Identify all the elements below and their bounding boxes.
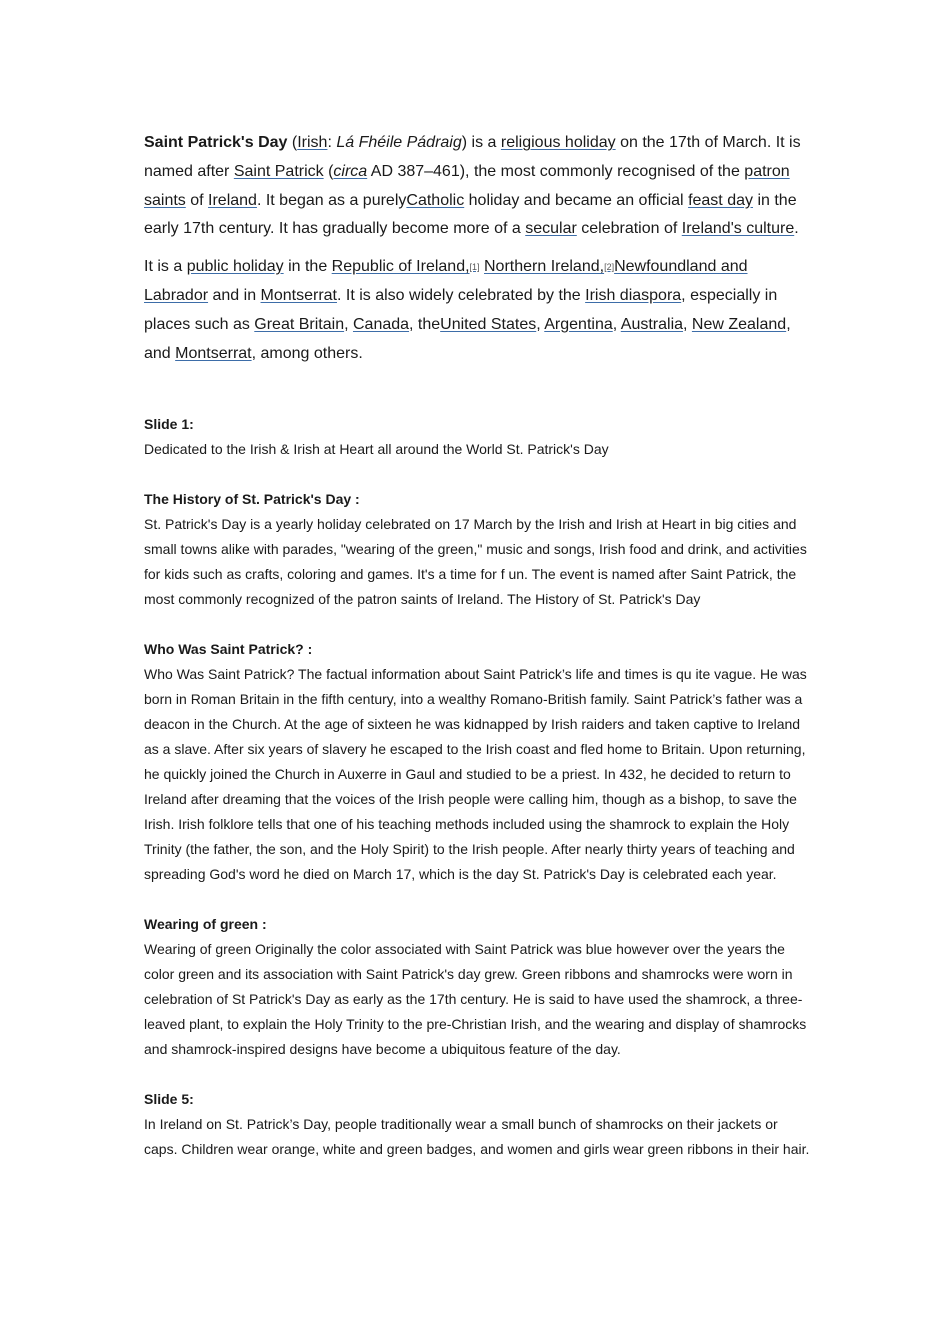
text: on the 17th of March. It is named after	[144, 134, 801, 180]
text: , especially in places such as	[144, 286, 778, 333]
link-republic-of-ireland[interactable]: Republic of Ireland,	[331, 258, 470, 276]
link-argentina[interactable]: Argentina	[544, 315, 613, 333]
text: , among others.	[251, 344, 363, 362]
text: (	[287, 134, 298, 151]
link-patron-saints[interactable]: patron saints	[144, 162, 790, 209]
link-northern-ireland[interactable]: Northern Ireland,	[484, 258, 605, 276]
text: ,	[536, 315, 545, 333]
link-irish-diaspora[interactable]: Irish diaspora	[585, 286, 682, 304]
section-heading: Who Was Saint Patrick? :	[144, 641, 313, 657]
section-wearing-of-green	[144, 912, 810, 1062]
link-newfoundland-and-labrador[interactable]: Newfoundland and Labrador	[144, 258, 748, 304]
text: ,	[612, 315, 621, 333]
text: holiday and became an official	[464, 191, 689, 209]
text: It is a	[144, 258, 187, 276]
text: and in	[208, 286, 261, 304]
text: , and	[144, 315, 791, 362]
link-saint-patrick[interactable]: Saint Patrick	[233, 162, 324, 180]
section-body: Who Was Saint Patrick? The factual information about Saint Patrick’s life and times is qu ite vague. He was born in Roman Britain in the fifth century, into a wealthy Romano-British family. Saint Patrick’s father was a deacon in the Church. At the age of sixteen he was kidnapped by Irish raiders and taken captive to Ireland as a slave. After six years of slavery he escaped to the Irish coast and fled home to Britain. Upon returning, he quickly joined the Church in Auxerre in Gaul and studied to be a priest. In 432, he decided to return to Ireland after dreaming that the voices of the Irish people were calling him, though as a bishop, to save the Irish. Irish folklore tells that one of his teaching methods included using the shamrock to explain the Holy Trinity (the father, the son, and the Holy Spirit) to the Irish people. After nearly thirty years of teaching and spreading God's word he died on March 17, which is the day St. Patrick's Day is celebrated each year.	[144, 666, 807, 882]
section-body: Wearing of green Originally the color associated with Saint Patrick was blue however over the years the color green and its association with Saint Patrick's day grew. Green ribbons and shamrocks were worn in celebration of St Patrick's Day as early as the 17th century. He is said to have used the shamrock, a three-leaved plant, to explain the Holy Trinity to the pre-Christian Irish, and the wearing and display of shamrocks and shamrock-inspired designs have become a ubiquitous feature of the day.	[144, 941, 807, 1057]
link-religious-holiday[interactable]: religious holiday	[500, 134, 616, 151]
text: of	[185, 191, 209, 209]
link-united-states[interactable]: United States	[440, 315, 537, 333]
section-body: St. Patrick's Day is a yearly holiday celebrated on 17 March by the Irish and Irish at Heart in big cities and small towns alike with parades, "wearing of the green," music and songs, Irish food and drink, and activities for kids such as crafts, coloring and games. It's a time for f un. The event is named after Saint Patrick, the most commonly recognized of the patron saints of Ireland. The History of St. Patrick's Day	[144, 516, 807, 607]
circa-text: circa	[333, 162, 368, 180]
link-new-zealand[interactable]: New Zealand	[691, 315, 787, 333]
link-irelands-culture[interactable]: Ireland's culture	[681, 220, 795, 238]
link-public-holiday[interactable]: public holiday	[186, 258, 284, 276]
intro-paragraph-1	[144, 129, 810, 244]
text: ) is a	[461, 134, 501, 151]
text: :	[327, 134, 337, 151]
section-heading: Slide 1:	[144, 416, 194, 432]
link-secular[interactable]: secular	[525, 220, 577, 238]
text: AD 387–461), the most commonly recognised of the	[367, 162, 745, 180]
section-body: In Ireland on St. Patrick’s Day, people traditionally wear a small bunch of shamrocks on their jackets or caps. Children wear orange, white and green badges, and women and girls wear green ribbons in their hair.	[144, 1116, 810, 1157]
text: celebration of	[576, 220, 682, 238]
text: . It is also widely celebrated by the	[337, 286, 586, 304]
link-circa[interactable]	[333, 163, 367, 180]
reference-2[interactable]: [2]	[604, 262, 615, 273]
section-body: Dedicated to the Irish & Irish at Heart all around the World St. Patrick's Day	[144, 441, 609, 457]
article-title: Saint Patrick's Day	[144, 134, 288, 151]
section-slide-5	[144, 1087, 810, 1162]
section-history	[144, 487, 810, 612]
text: ,	[683, 315, 692, 333]
text: . It began as a purely	[256, 191, 407, 209]
link-catholic[interactable]: Catholic	[406, 191, 465, 209]
link-montserrat-2[interactable]: Montserrat	[175, 344, 252, 362]
section-slide-1	[144, 412, 810, 462]
irish-name: Lá Fhéile Pádraig	[336, 134, 462, 151]
link-australia[interactable]: Australia	[620, 315, 684, 333]
text: in the early 17th century. It has gradually become more of a	[144, 191, 797, 238]
intro-paragraph-2	[144, 253, 810, 368]
text: .	[794, 220, 799, 238]
reference-1[interactable]: [1]	[469, 262, 480, 273]
slides-section	[144, 412, 810, 1187]
text: in the	[283, 258, 332, 276]
text: , the	[409, 315, 441, 333]
section-heading: Slide 5:	[144, 1091, 194, 1107]
link-irish[interactable]: Irish	[297, 134, 328, 151]
section-heading: Wearing of green :	[144, 916, 267, 932]
text: (	[323, 162, 334, 180]
intro-section	[144, 129, 810, 368]
link-great-britain[interactable]: Great Britain	[254, 315, 345, 333]
link-feast-day[interactable]: feast day	[688, 191, 753, 209]
section-who-was-saint-patrick	[144, 637, 810, 887]
section-heading: The History of St. Patrick's Day :	[144, 491, 360, 507]
link-ireland[interactable]: Ireland	[208, 191, 257, 209]
link-montserrat[interactable]: Montserrat	[260, 286, 337, 304]
text: ,	[344, 315, 353, 333]
link-canada[interactable]: Canada	[352, 315, 410, 333]
